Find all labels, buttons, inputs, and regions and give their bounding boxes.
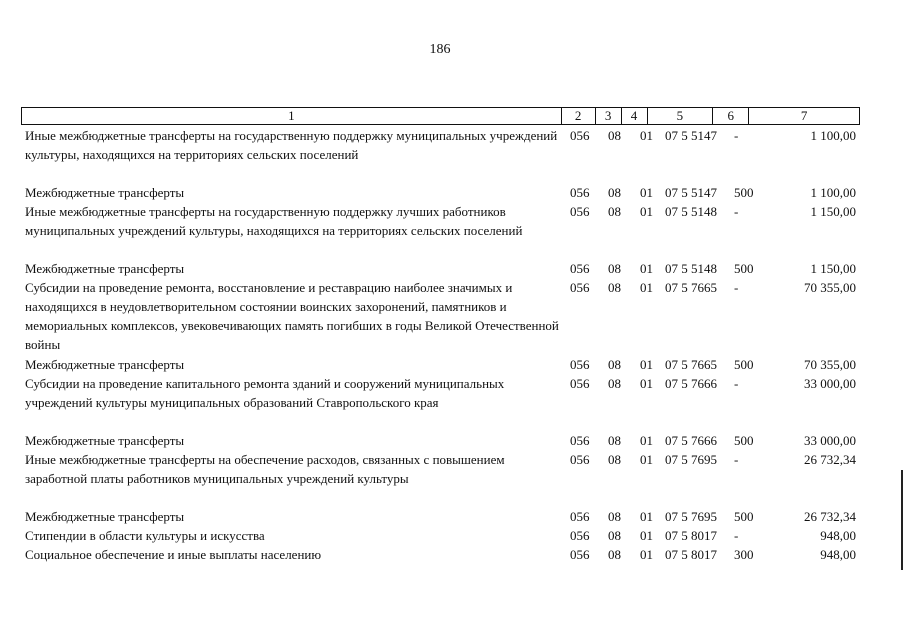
row-sum: 1 150,00: [810, 204, 856, 219]
row-csr: 07 5 7666: [665, 433, 717, 448]
row-name: Субсидии на проведение капитального ремонта зданий и сооружений муниципальных учреждений культуры муниципальных образований Ставропольского края: [25, 376, 505, 410]
row-vr: -: [734, 452, 739, 467]
row-pr: 01: [640, 280, 653, 295]
row-ved: 056: [570, 128, 590, 143]
row-rz: 08: [608, 528, 621, 543]
row-sum: 948,00: [820, 528, 856, 543]
header-cell-1: 1: [22, 108, 562, 124]
page-number: 186: [429, 42, 451, 57]
row-pr: 01: [640, 357, 653, 372]
row-ved: 056: [570, 547, 590, 562]
row-vr: -: [734, 204, 739, 219]
row-name: Иные межбюджетные трансферты на государственную поддержку муниципальных учреждений культуры, находящихся на территориях сельских поселений: [25, 128, 558, 162]
row-csr: 07 5 5148: [665, 204, 717, 219]
row-ved: 056: [570, 528, 590, 543]
row-ved: 056: [570, 452, 590, 467]
row-vr: 500: [734, 261, 754, 276]
row-sum: 33 000,00: [804, 376, 856, 391]
row-vr: 500: [734, 509, 754, 524]
row-rz: 08: [608, 547, 621, 562]
row-pr: 01: [640, 128, 653, 143]
row-rz: 08: [608, 128, 621, 143]
row-ved: 056: [570, 376, 590, 391]
row-pr: 01: [640, 376, 653, 391]
row-name: Межбюджетные трансферты: [25, 357, 185, 372]
row-rz: 08: [608, 204, 621, 219]
row-csr: 07 5 8017: [665, 547, 717, 562]
header-cell-4: 4: [622, 108, 648, 124]
row-csr: 07 5 5147: [665, 185, 717, 200]
row-rz: 08: [608, 376, 621, 391]
row-pr: 01: [640, 185, 653, 200]
row-ved: 056: [570, 357, 590, 372]
row-rz: 08: [608, 433, 621, 448]
row-name: Межбюджетные трансферты: [25, 185, 185, 200]
row-ved: 056: [570, 280, 590, 295]
row-rz: 08: [608, 280, 621, 295]
row-vr: 500: [734, 185, 754, 200]
row-pr: 01: [640, 528, 653, 543]
row-name: Межбюджетные трансферты: [25, 261, 185, 276]
header-cell-3: 3: [596, 108, 622, 124]
row-name: Социальное обеспечение и иные выплаты населению: [25, 547, 322, 562]
row-name: Межбюджетные трансферты: [25, 509, 185, 524]
row-sum: 70 355,00: [804, 280, 856, 295]
row-csr: 07 5 7695: [665, 452, 717, 467]
row-vr: -: [734, 376, 739, 391]
row-ved: 056: [570, 509, 590, 524]
row-ved: 056: [570, 204, 590, 219]
row-pr: 01: [640, 261, 653, 276]
row-vr: -: [734, 280, 739, 295]
row-rz: 08: [608, 509, 621, 524]
row-vr: -: [734, 128, 739, 143]
row-ved: 056: [570, 261, 590, 276]
row-rz: 08: [608, 261, 621, 276]
row-sum: 1 100,00: [810, 128, 856, 143]
row-sum: 1 100,00: [810, 185, 856, 200]
row-pr: 01: [640, 547, 653, 562]
row-pr: 01: [640, 452, 653, 467]
row-vr: -: [734, 528, 739, 543]
row-name: Иные межбюджетные трансферты на государственную поддержку лучших работников муниципальных учреждений культуры, находящихся на территориях сельских поселений: [25, 204, 523, 238]
header-cell-5: 5: [648, 108, 714, 124]
header-cell-6: 6: [713, 108, 749, 124]
row-name: Иные межбюджетные трансферты на обеспечение расходов, связанных с повышением заработной платы работников муниципальных учреждений культуры: [25, 452, 505, 486]
row-csr: 07 5 7666: [665, 376, 717, 391]
row-csr: 07 5 7665: [665, 280, 717, 295]
row-vr: 500: [734, 357, 754, 372]
header-cell-7: 7: [800, 108, 808, 123]
row-csr: 07 5 7665: [665, 357, 717, 372]
scan-edge-line: [901, 470, 903, 570]
row-pr: 01: [640, 204, 653, 219]
row-rz: 08: [608, 357, 621, 372]
row-sum: 26 732,34: [804, 452, 856, 467]
row-ved: 056: [570, 185, 590, 200]
row-vr: 300: [734, 547, 754, 562]
row-sum: 948,00: [820, 547, 856, 562]
row-name: Межбюджетные трансферты: [25, 433, 185, 448]
row-name: Стипендии в области культуры и искусства: [25, 528, 265, 543]
row-rz: 08: [608, 452, 621, 467]
row-pr: 01: [640, 433, 653, 448]
row-vr: 500: [734, 433, 754, 448]
row-csr: 07 5 5147: [665, 128, 717, 143]
row-sum: 70 355,00: [804, 357, 856, 372]
row-sum: 26 732,34: [804, 509, 856, 524]
row-csr: 07 5 5148: [665, 261, 717, 276]
row-sum: 1 150,00: [810, 261, 856, 276]
row-csr: 07 5 8017: [665, 528, 717, 543]
row-rz: 08: [608, 185, 621, 200]
row-pr: 01: [640, 509, 653, 524]
row-name: Субсидии на проведение ремонта, восстановление и реставрацию наиболее значимых и находящихся в неудовлетворительном состоянии воинских захоронений, памятников и мемориальных комплексов, увековечивающих память погибших в годы Великой Отечественной войны: [25, 280, 559, 352]
row-sum: 33 000,00: [804, 433, 856, 448]
row-csr: 07 5 7695: [665, 509, 717, 524]
table-header: [21, 107, 860, 125]
row-ved: 056: [570, 433, 590, 448]
header-cell-2: 2: [562, 108, 596, 124]
